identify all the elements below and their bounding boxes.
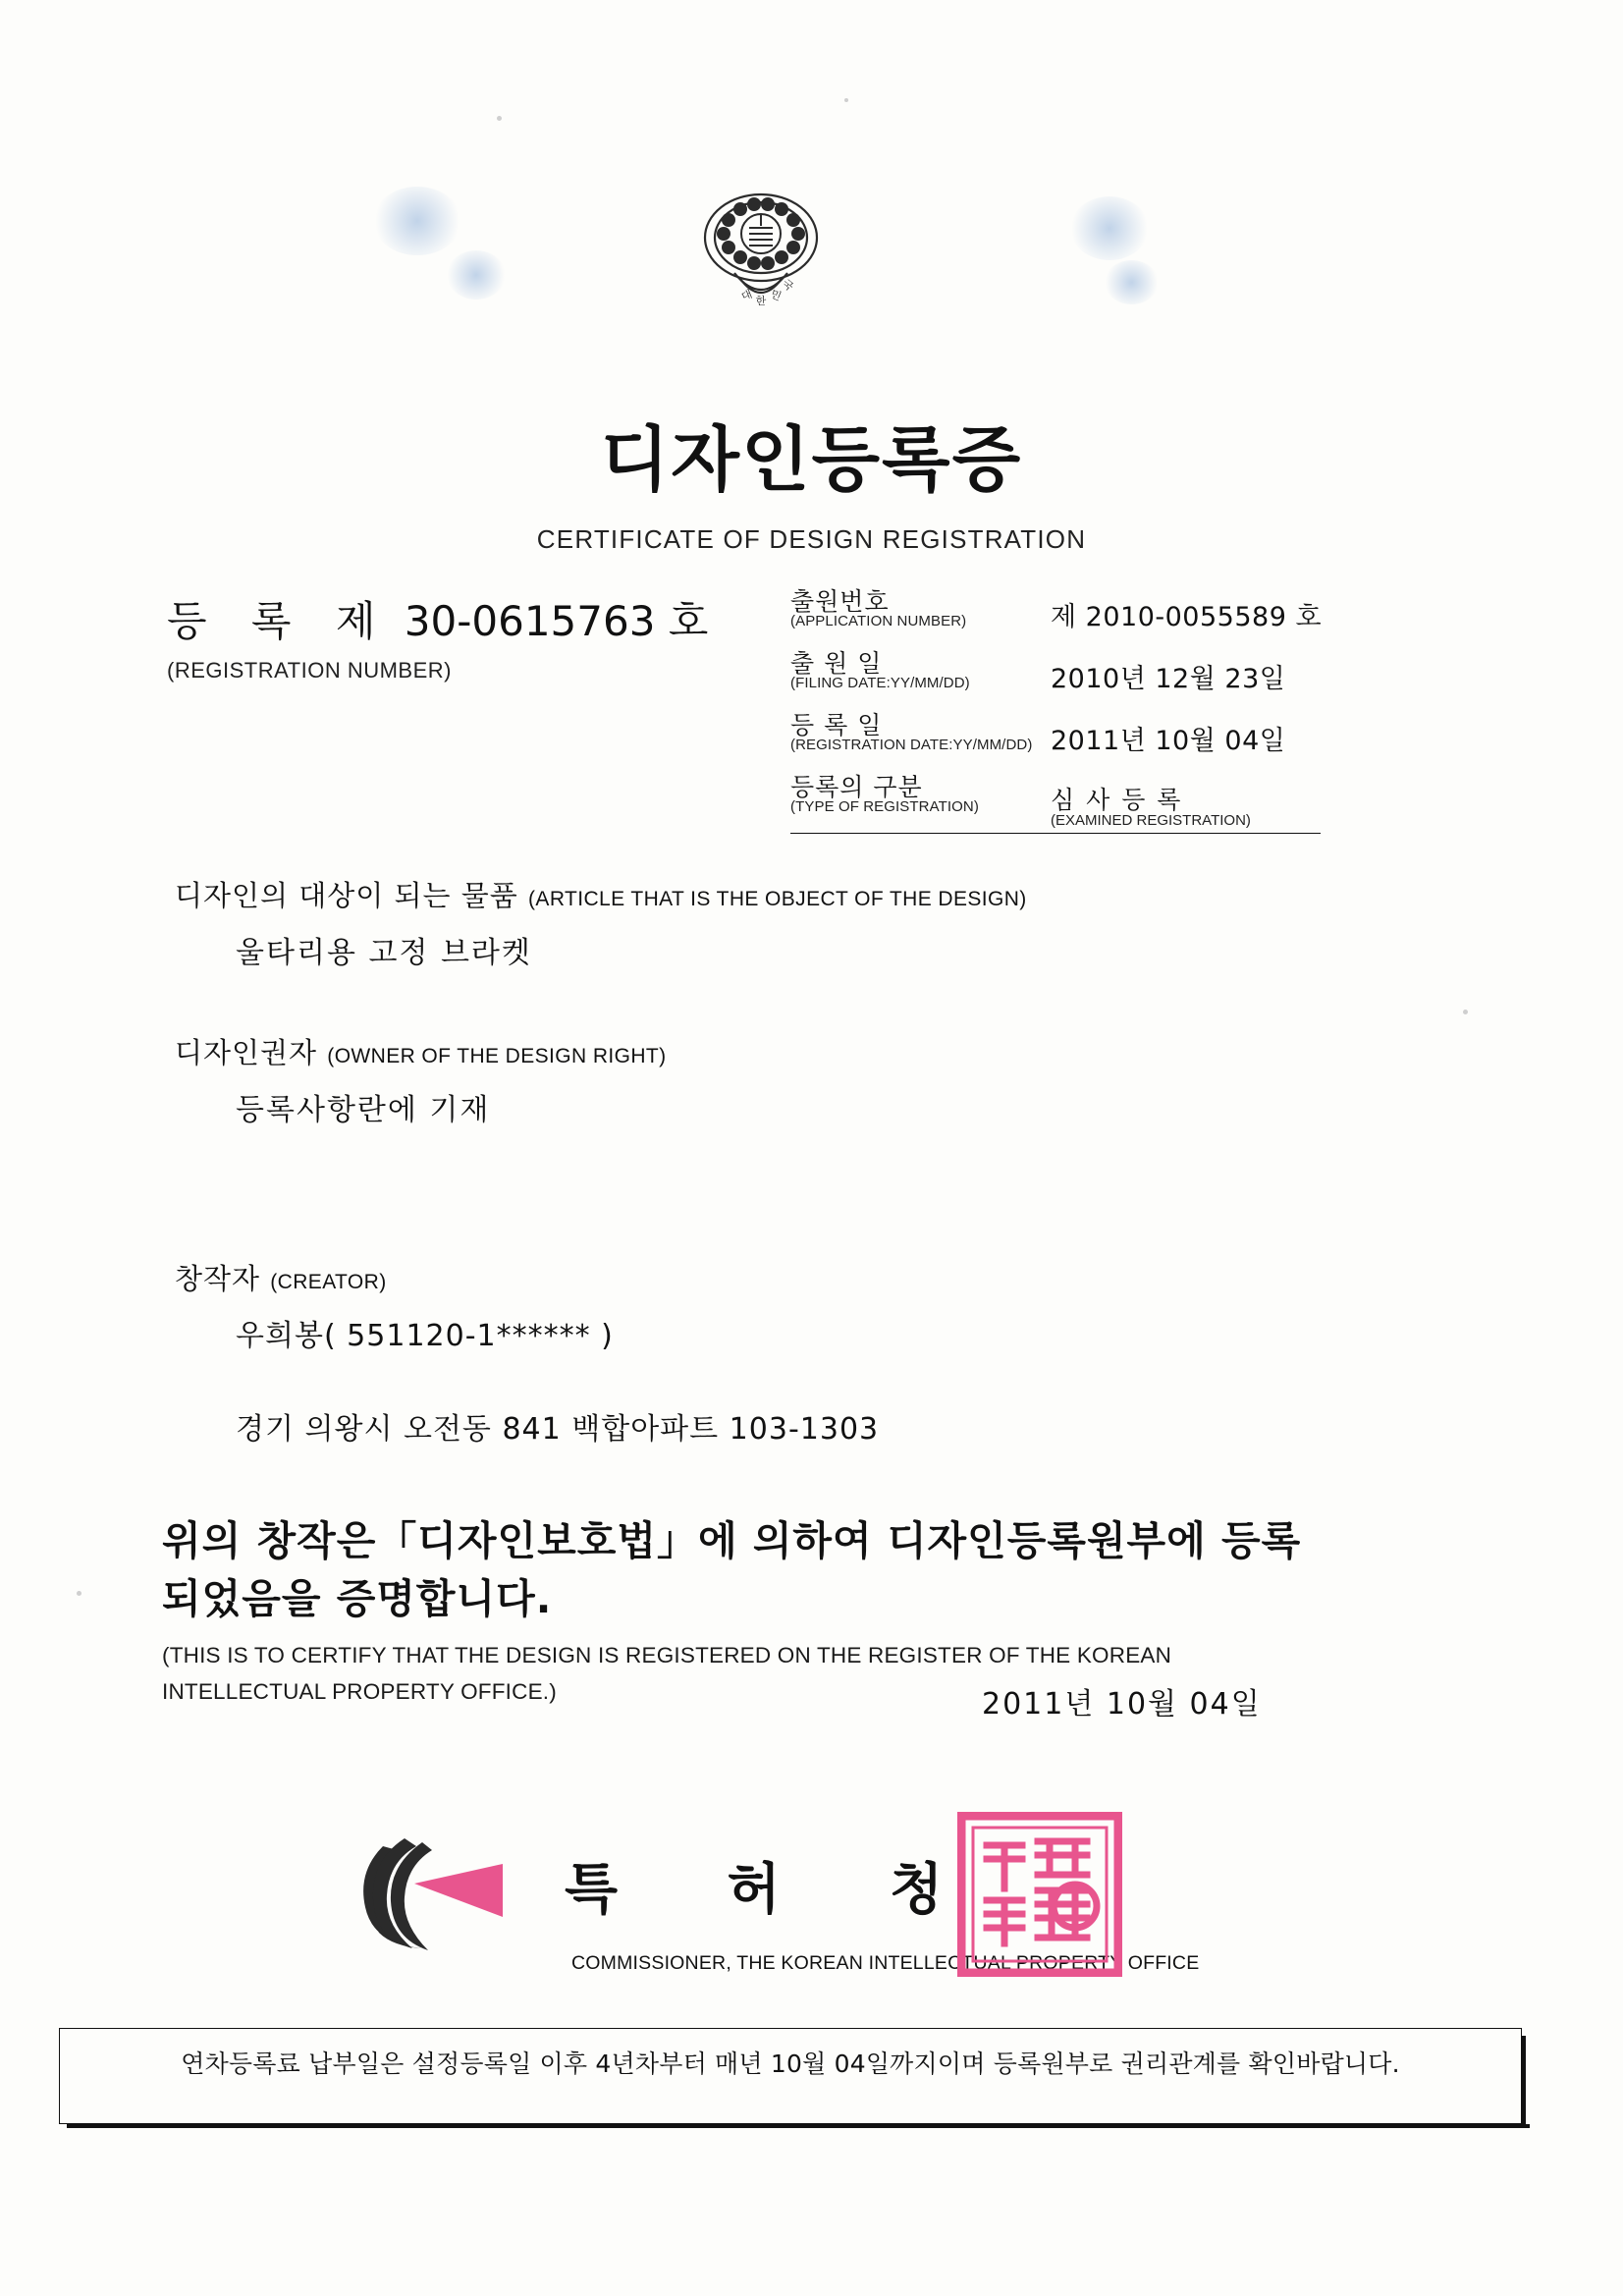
svg-text:민: 민	[768, 287, 784, 303]
scan-smudge	[447, 250, 506, 300]
creator-name: 우희봉( 551120-1****** )	[236, 1319, 614, 1353]
owner-heading-en: (OWNER OF THE DESIGN RIGHT)	[327, 1045, 667, 1067]
info-value-en: (EXAMINED REGISTRATION)	[1051, 812, 1251, 829]
official-red-seal	[957, 1812, 1122, 1977]
scan-smudge	[1105, 260, 1159, 304]
certification-en-line1: (THIS IS TO CERTIFY THAT THE DESIGN IS REGISTERED ON THE REGISTER OF THE KOREAN	[162, 1642, 1172, 1667]
article-heading-en: (ARTICLE THAT IS THE OBJECT OF THE DESIGN)	[528, 888, 1027, 910]
footer-box-shadow-right	[1522, 2036, 1526, 2128]
info-label-ko: 등록의 구분	[790, 773, 923, 801]
registration-label-ko: 등 록 제	[167, 597, 392, 645]
info-row-application-number	[790, 589, 1321, 651]
document-title-en: CERTIFICATE OF DESIGN REGISTRATION	[536, 524, 1087, 554]
info-label-ko: 출 원 일	[790, 649, 883, 678]
certification-ko-line2: 되었음을 증명합니다.	[162, 1575, 553, 1623]
owner-heading-ko: 디자인권자	[175, 1036, 318, 1069]
info-label-ko: 출원번호	[790, 587, 890, 616]
article-section	[175, 874, 1027, 971]
article-heading-ko: 디자인의 대상이 되는 물품	[175, 879, 518, 912]
creator-heading-en: (CREATOR)	[270, 1271, 387, 1293]
registration-number-value: 30-0615763	[404, 597, 656, 645]
footer-note-box	[59, 2028, 1522, 2124]
info-label-en: (APPLICATION NUMBER)	[790, 613, 967, 630]
scan-smudge	[373, 187, 461, 255]
document-title-ko: 디자인등록증	[600, 418, 1023, 501]
registration-label-en: (REGISTRATION NUMBER)	[167, 658, 452, 683]
info-row-filing-date	[790, 651, 1321, 713]
registration-number-block	[167, 589, 795, 683]
creator-section	[175, 1257, 614, 1354]
svg-text:대: 대	[739, 287, 755, 303]
registration-info-table	[790, 589, 1321, 837]
korean-government-emblem	[687, 177, 835, 354]
office-name-en: COMMISSIONER, THE KOREAN INTELLECTUAL PROPERTY OFFICE	[571, 1952, 1200, 1974]
svg-text:국: 국	[779, 276, 796, 294]
certification-date: 2011년 10월 04일	[982, 1687, 1262, 1722]
svg-text:한: 한	[755, 295, 767, 307]
scan-speck	[844, 98, 848, 102]
footer-box-shadow	[67, 2124, 1530, 2128]
info-label-en: (FILING DATE:YY/MM/DD)	[790, 675, 970, 692]
footer-note-text: 연차등록료 납부일은 설정등록일 이후 4년차부터 매년 10월 04일까지이며 등록원부로 권리관계를 확인바랍니다.	[181, 2050, 1400, 2078]
owner-section	[175, 1031, 667, 1128]
scan-smudge	[1070, 196, 1149, 260]
article-value: 울타리용 고정 브라켓	[236, 936, 532, 970]
creator-address: 경기 의왕시 오전동 841 백합아파트 103-1303	[236, 1412, 880, 1447]
info-table-underline	[790, 833, 1321, 834]
scan-speck	[77, 1591, 81, 1596]
info-label-en: (REGISTRATION DATE:YY/MM/DD)	[790, 737, 1033, 754]
creator-address-block	[175, 1404, 879, 1448]
info-label-en: (TYPE OF REGISTRATION)	[790, 798, 979, 816]
registration-suffix-ko: 호	[668, 597, 709, 645]
creator-heading-ko: 창작자	[175, 1262, 261, 1295]
info-value: 2011년 10월 04일	[1051, 726, 1286, 756]
owner-heading	[175, 1031, 667, 1071]
scan-speck	[1463, 1010, 1468, 1014]
office-name-ko: 특 허 청	[565, 1858, 989, 1922]
info-row-type-of-registration	[790, 775, 1321, 837]
registration-number-line	[167, 589, 795, 648]
info-value: 심 사 등 록	[1051, 786, 1183, 814]
certification-en-line2: INTELLECTUAL PROPERTY OFFICE.)	[162, 1678, 557, 1704]
certification-ko-line1: 위의 창작은「디자인보호법」에 의하여 디자인등록원부에 등록	[162, 1517, 1302, 1564]
owner-value: 등록사항란에 기재	[236, 1093, 491, 1127]
info-row-registration-date	[790, 713, 1321, 775]
creator-heading	[175, 1257, 614, 1297]
info-value: 2010년 12월 23일	[1051, 664, 1286, 694]
kipo-logo	[353, 1827, 560, 1954]
info-value: 제 2010-0055589 호	[1051, 602, 1323, 632]
article-heading	[175, 874, 1027, 914]
info-label-ko: 등 록 일	[790, 711, 883, 739]
scan-speck	[497, 116, 502, 121]
